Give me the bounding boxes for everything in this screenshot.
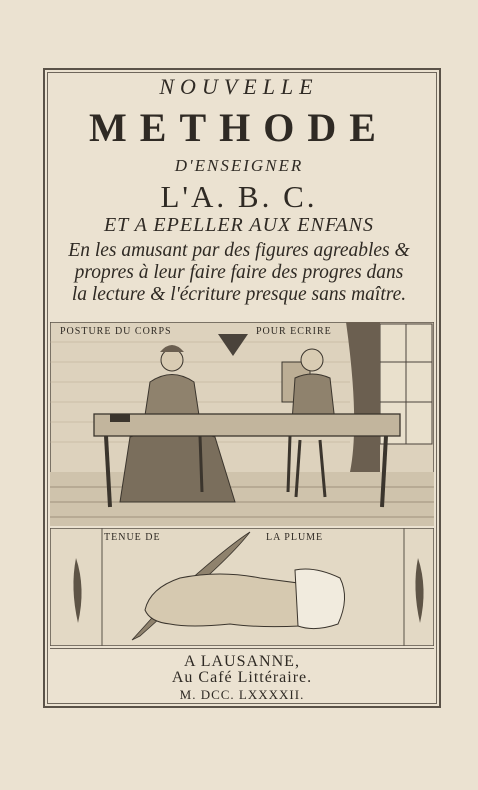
title-line-nouvelle: NOUVELLE — [159, 74, 319, 99]
body-line: En les amusant par des figures agreables & — [68, 240, 410, 261]
hand-holding-quill-illustration — [50, 528, 434, 646]
title-line-epeller: ET A EPELLER AUX ENFANS — [103, 214, 375, 236]
imprint-block — [50, 648, 434, 705]
writing-scene-illustration — [50, 322, 434, 526]
body-line: la lecture & l'écriture presque sans maître. — [71, 284, 407, 305]
imprint-year: M. DCC. LXXXXII. — [179, 687, 305, 702]
title-body-text — [0, 240, 478, 306]
body-line: propres à leur faire faire des progres dans — [74, 262, 404, 283]
imprint-place: A LAUSANNE, — [184, 653, 300, 670]
imprint-publisher: Au Café Littéraire. — [171, 669, 313, 686]
caption-posture: POSTURE DU CORPS — [60, 326, 172, 337]
engraving-pen-grip — [50, 528, 434, 646]
title-line-methode: METHODE — [89, 105, 389, 150]
caption-la-plume: LA PLUME — [266, 532, 324, 543]
title-line-denseigner: D'ENSEIGNER — [174, 156, 304, 175]
caption-tenue-de: TENUE DE — [104, 532, 161, 543]
engraving-writing-posture — [50, 322, 434, 526]
caption-pour-ecrire: POUR ECRIRE — [256, 326, 332, 337]
title-line-abc: L'A. B. C. — [160, 179, 318, 214]
